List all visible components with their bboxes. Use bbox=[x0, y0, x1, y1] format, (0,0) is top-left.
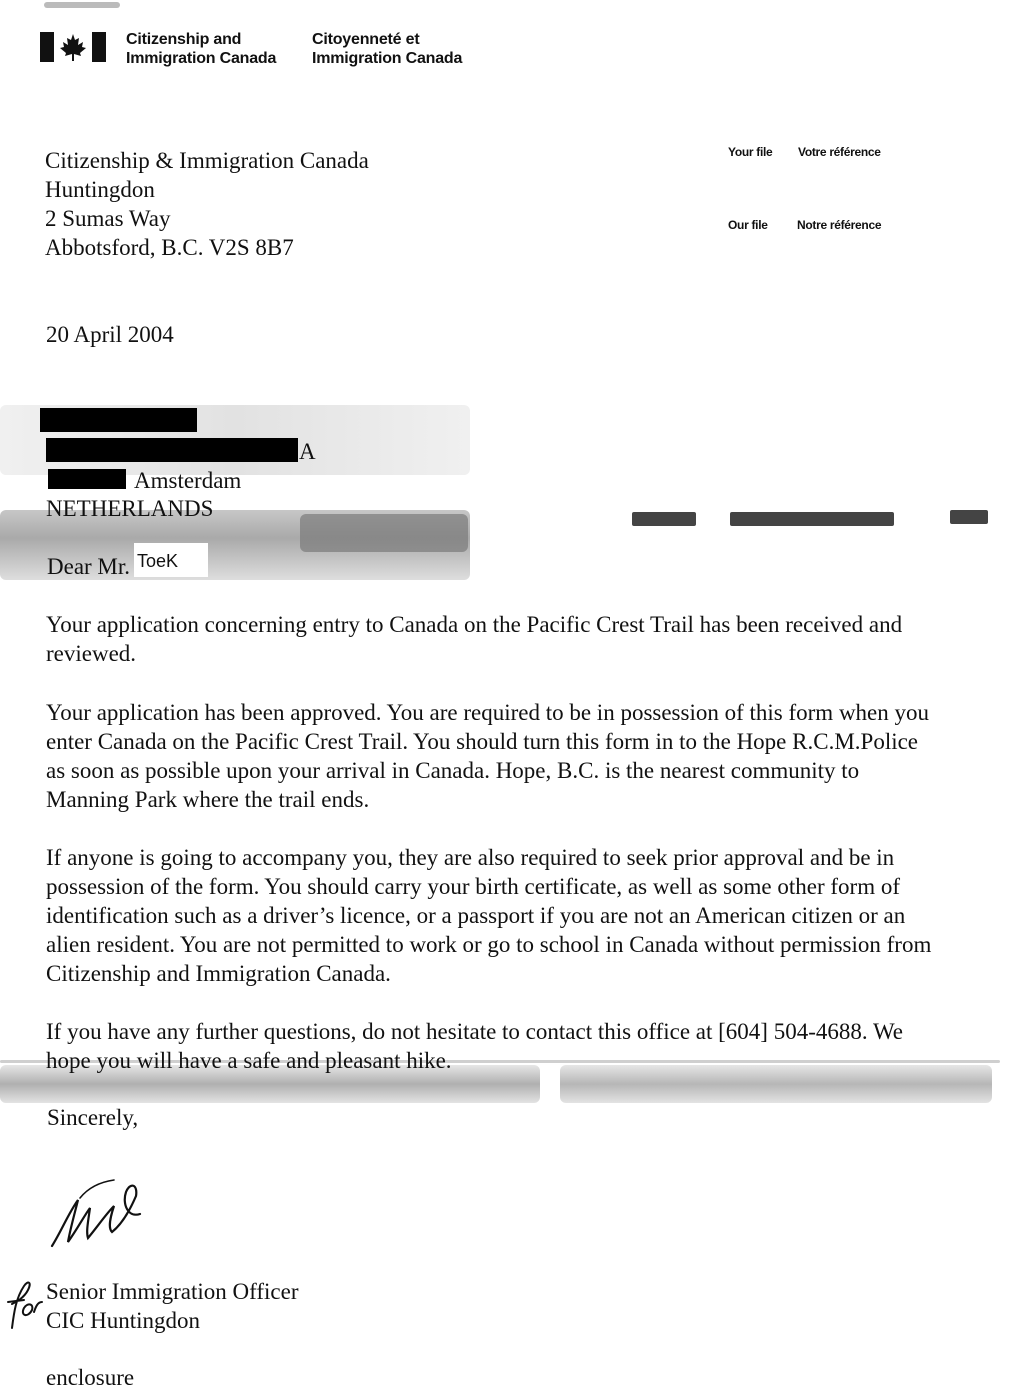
recipient-country: NETHERLANDS bbox=[46, 496, 214, 521]
canada-flag-icon bbox=[40, 30, 106, 64]
body-line: Manning Park where the trail ends. bbox=[46, 787, 370, 812]
signatory-office: CIC Huntingdon bbox=[46, 1308, 200, 1333]
recipient-city: Amsterdam bbox=[134, 468, 242, 493]
body-line: identification such as a driver’s licence, or a passport if you are not an American citizen or an bbox=[46, 903, 906, 928]
body-line: enter Canada on the Pacific Crest Trail. You should turn this form in to the Hope R.C.M.Police bbox=[46, 729, 919, 754]
handwritten-for-mark bbox=[2, 1272, 46, 1332]
body-paragraph-3 bbox=[46, 843, 1021, 988]
scan-smudge bbox=[300, 514, 468, 552]
redaction-bar bbox=[48, 469, 126, 489]
salutation-name bbox=[134, 543, 208, 577]
sender-line: Huntingdon bbox=[45, 177, 155, 202]
our-file-label: Our file bbox=[728, 218, 768, 232]
body-line: If you have any further questions, do not hesitate to contact this office at [604] 504-4688. We bbox=[46, 1019, 904, 1044]
notre-reference-label: Notre référence bbox=[797, 218, 882, 232]
body-line: Citizenship and Immigration Canada. bbox=[46, 961, 391, 986]
dept-fr-line2: Immigration Canada bbox=[312, 50, 463, 67]
sender-line: 2 Sumas Way bbox=[45, 206, 171, 231]
body-line: reviewed. bbox=[46, 641, 137, 666]
body-line: Your application has been approved. You are required to be in possession of this form when you bbox=[46, 700, 930, 725]
signatory-title: Senior Immigration Officer bbox=[46, 1279, 299, 1304]
signatory-block bbox=[46, 1277, 299, 1335]
body-line: alien resident. You are not permitted to work or go to school in Canada without permission from bbox=[46, 932, 932, 957]
body-line: If anyone is going to accompany you, they are also required to seek prior approval and be in bbox=[46, 845, 895, 870]
scan-smudge bbox=[632, 512, 696, 526]
dept-name-en bbox=[126, 30, 276, 68]
redaction-bar bbox=[46, 438, 298, 462]
votre-reference-label: Votre référence bbox=[798, 145, 881, 159]
your-file-label: Your file bbox=[728, 145, 773, 159]
body-line: Your application concerning entry to Canada on the Pacific Crest Trail has been received and bbox=[46, 612, 903, 637]
salutation-name-text: ToeK bbox=[137, 551, 179, 571]
dept-en-line1: Citizenship and bbox=[126, 31, 242, 48]
sender-line: Citizenship & Immigration Canada bbox=[45, 148, 369, 173]
scan-smudge bbox=[730, 512, 894, 526]
body-line: possession of the form. You should carry your birth certificate, as well as some other form of bbox=[46, 874, 901, 899]
dept-en-line2: Immigration Canada bbox=[126, 50, 277, 67]
sender-line: Abbotsford, B.C. V2S 8B7 bbox=[45, 235, 294, 260]
dept-name-fr bbox=[312, 30, 462, 68]
body-paragraph-1 bbox=[46, 610, 1021, 668]
redaction-bar bbox=[40, 408, 197, 432]
enclosure-note: enclosure bbox=[46, 1365, 135, 1390]
dept-fr-line1: Citoyenneté et bbox=[312, 31, 420, 48]
salutation-prefix: Dear Mr. bbox=[47, 554, 131, 579]
body-line: as soon as possible upon your arrival in Canada. Hope, B.C. is the nearest community to bbox=[46, 758, 860, 783]
letter-date: 20 April 2004 bbox=[46, 322, 174, 347]
sender-address bbox=[45, 146, 369, 262]
body-paragraph-4 bbox=[46, 1017, 1021, 1075]
body-paragraph-2 bbox=[46, 698, 1021, 814]
scan-smudge bbox=[44, 2, 120, 8]
scan-smudge bbox=[950, 510, 988, 524]
closing-sincerely: Sincerely, bbox=[47, 1105, 139, 1130]
handwritten-signature bbox=[44, 1170, 154, 1254]
recipient-line2-suffix: A bbox=[299, 439, 316, 464]
body-line: hope you will have a safe and pleasant hike. bbox=[46, 1048, 452, 1073]
